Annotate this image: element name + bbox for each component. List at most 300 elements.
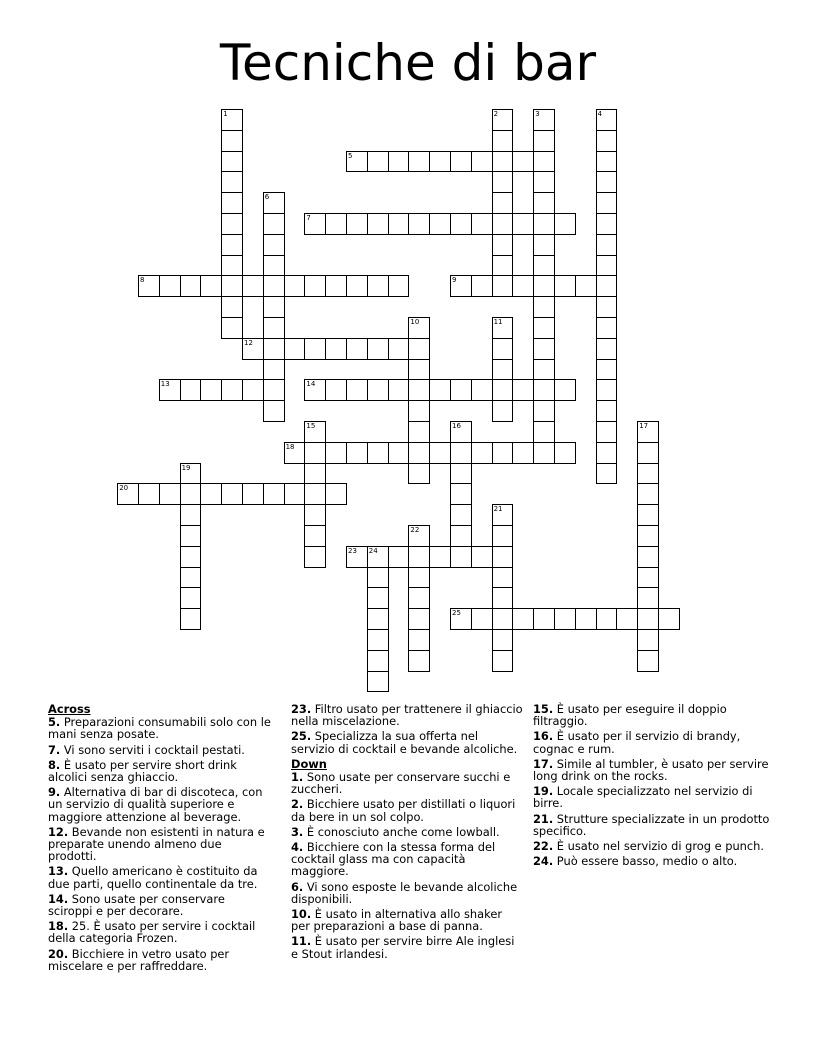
clue-number: 1 [223,110,228,118]
grid-cell[interactable] [180,379,202,401]
grid-cell[interactable] [492,255,514,277]
clue-number: 10 [410,318,420,326]
grid-cell[interactable] [533,359,555,381]
grid-cell[interactable] [450,275,472,297]
clue-number: 15. [533,702,554,716]
grid-cell[interactable] [450,463,472,485]
grid-cell[interactable] [325,483,347,505]
clues-column-1 [48,703,272,975]
across-clue [48,865,272,889]
grid-cell[interactable] [242,379,264,401]
grid-cell[interactable] [304,421,326,443]
grid-cell[interactable] [346,275,368,297]
grid-cell[interactable] [512,442,534,464]
grid-cell[interactable] [367,587,389,609]
grid-cell[interactable] [138,483,160,505]
grid-cell[interactable] [492,587,514,609]
grid-cell[interactable] [492,379,514,401]
clues-column-3 [533,703,773,870]
grid-cell[interactable] [596,338,618,360]
grid-cell[interactable] [367,567,389,589]
grid-cell[interactable] [492,359,514,381]
grid-cell[interactable] [596,109,618,131]
grid-cell[interactable] [159,483,181,505]
grid-cell[interactable] [492,504,514,526]
clue-text: Bevande non esistenti in natura e preparate unendo almeno due prodotti. [48,824,265,864]
grid-cell[interactable] [284,275,306,297]
grid-cell[interactable] [117,483,139,505]
grid-cell[interactable] [367,275,389,297]
clue-number: 22 [410,526,420,534]
across-clue [48,716,272,740]
grid-cell[interactable] [492,546,514,568]
down-clue [291,935,523,959]
grid-cell[interactable] [492,525,514,547]
grid-cell[interactable] [408,151,430,173]
grid-cell[interactable] [492,650,514,672]
clue-number: 17. [533,756,554,771]
grid-cell[interactable] [180,463,202,485]
grid-cell[interactable] [492,275,514,297]
grid-cell[interactable] [304,379,326,401]
grid-cell[interactable] [367,213,389,235]
clue-text: È usato per il servizio di brandy, cognac e rum. [533,729,741,756]
clue-number: 7 [306,214,311,222]
clue-text: Sono usate per conservare sciroppi e per decorare. [48,891,225,919]
clue-text: È usato per servire birre Ale inglesi e Stout irlandesi. [291,934,515,961]
grid-cell[interactable] [492,192,514,214]
grid-cell[interactable] [512,151,534,173]
grid-cell[interactable] [284,442,306,464]
across-clue [48,948,272,972]
grid-cell[interactable] [429,442,451,464]
grid-cell[interactable] [346,546,368,568]
grid-cell[interactable] [180,608,202,630]
down-clue [291,798,523,822]
clue-number: 24 [368,546,378,555]
grid-cell[interactable] [492,567,514,589]
clue-number: 17 [639,422,649,430]
grid-cell[interactable] [180,567,202,589]
clues-column-2 [291,703,523,963]
grid-cell[interactable] [221,192,243,214]
grid-cell[interactable] [408,421,430,443]
grid-cell[interactable] [325,338,347,360]
grid-cell[interactable] [388,546,410,568]
grid-cell[interactable] [263,192,285,214]
across-clue [48,786,272,823]
grid-cell[interactable] [284,338,306,360]
clue-text: Preparazioni consumabili solo con le mani senza posate. [48,715,271,742]
grid-cell[interactable] [221,483,243,505]
grid-cell[interactable] [221,130,243,152]
grid-cell[interactable] [304,483,326,505]
grid-cell[interactable] [200,483,222,505]
grid-cell[interactable] [221,296,243,318]
down-clue [291,881,523,905]
grid-cell[interactable] [408,379,430,401]
grid-cell[interactable] [596,608,618,630]
clue-text: Specializza la sua offerta nel servizio di cocktail e bevande alcoliche. [291,729,518,756]
grid-cell[interactable] [408,359,430,381]
grid-cell[interactable] [512,608,534,630]
grid-cell[interactable] [533,421,555,443]
down-clue [533,758,773,782]
grid-cell[interactable] [304,463,326,485]
grid-cell[interactable] [429,151,451,173]
grid-cell[interactable] [596,442,618,464]
grid-cell[interactable] [575,608,597,630]
grid-cell[interactable] [408,463,430,485]
clue-text: 25. È usato per servire i cocktail della categoria Frozen. [48,919,256,946]
grid-cell[interactable] [408,338,430,360]
grid-cell[interactable] [554,442,576,464]
grid-cell[interactable] [533,234,555,256]
grid-cell[interactable] [492,234,514,256]
grid-cell[interactable] [242,338,264,360]
clue-number: 13. [48,864,69,879]
grid-cell[interactable] [304,504,326,526]
clue-number: 1. [291,770,304,785]
grid-cell[interactable] [637,421,659,443]
grid-cell[interactable] [304,275,326,297]
grid-cell[interactable] [263,234,285,256]
grid-cell[interactable] [637,504,659,526]
grid-cell[interactable] [471,213,493,235]
grid-cell[interactable] [533,608,555,630]
grid-cell[interactable] [304,525,326,547]
grid-cell[interactable] [533,171,555,193]
grid-cell[interactable] [388,338,410,360]
grid-cell[interactable] [304,338,326,360]
grid-cell[interactable] [180,525,202,547]
grid-cell[interactable] [367,650,389,672]
grid-cell[interactable] [304,546,326,568]
clue-text: È usato in alternativa allo shaker per preparazioni a base di panna. [291,907,503,934]
grid-cell[interactable] [367,546,389,568]
grid-cell[interactable] [304,213,326,235]
across-clue [291,703,523,727]
across-header: Across [48,702,91,716]
clue-number: 9. [48,785,61,800]
grid-cell[interactable] [284,483,306,505]
grid-cell[interactable] [596,151,618,173]
grid-cell[interactable] [533,213,555,235]
grid-cell[interactable] [492,338,514,360]
grid-cell[interactable] [263,255,285,277]
grid-cell[interactable] [658,608,680,630]
grid-cell[interactable] [596,171,618,193]
grid-cell[interactable] [263,338,285,360]
grid-cell[interactable] [221,151,243,173]
grid-cell[interactable] [637,567,659,589]
clue-number: 20. [48,946,69,961]
clue-number: 12. [48,824,69,839]
across-clue [48,893,272,917]
grid-cell[interactable] [304,442,326,464]
grid-cell[interactable] [367,608,389,630]
grid-cell[interactable] [596,317,618,339]
grid-cell[interactable] [554,275,576,297]
grid-cell[interactable] [450,421,472,443]
grid-cell[interactable] [492,213,514,235]
clue-number: 18 [285,442,295,451]
grid-cell[interactable] [408,629,430,651]
grid-cell[interactable] [408,525,430,547]
clue-number: 5 [348,151,353,160]
grid-cell[interactable] [388,213,410,235]
grid-cell[interactable] [325,379,347,401]
grid-cell[interactable] [408,317,430,339]
grid-cell[interactable] [429,379,451,401]
clue-number: 23 [348,546,357,555]
grid-cell[interactable] [450,213,472,235]
grid-cell[interactable] [450,546,472,568]
grid-cell[interactable] [533,255,555,277]
grid-cell[interactable] [554,379,576,401]
grid-cell[interactable] [180,504,202,526]
grid-cell[interactable] [221,171,243,193]
grid-cell[interactable] [263,359,285,381]
clue-number: 2. [291,797,304,812]
clue-number: 3 [535,110,540,118]
clue-text: Vi sono serviti i cocktail pestati. [60,742,245,757]
grid-cell[interactable] [346,379,368,401]
clue-text: Alternativa di bar di discoteca, con un servizio di qualità superiore e maggiore attenzione al beverage. [48,785,263,824]
grid-cell[interactable] [221,213,243,235]
grid-cell[interactable] [596,255,618,277]
grid-cell[interactable] [388,275,410,297]
grid-cell[interactable] [346,151,368,173]
grid-cell[interactable] [637,546,659,568]
grid-cell[interactable] [367,629,389,651]
grid-cell[interactable] [450,608,472,630]
clue-text: Bicchiere con la stessa forma del cocktail glass ma con capacità maggiore. [291,840,496,879]
grid-cell[interactable] [325,442,347,464]
grid-cell[interactable] [367,151,389,173]
grid-cell[interactable] [200,275,222,297]
clue-text: È usato nel servizio di grog e punch. [553,839,764,854]
grid-cell[interactable] [492,400,514,422]
grid-cell[interactable] [471,546,493,568]
clue-number: 19 [181,463,191,472]
grid-cell[interactable] [533,317,555,339]
grid-cell[interactable] [554,608,576,630]
grid-cell[interactable] [367,671,389,693]
grid-cell[interactable] [596,463,618,485]
clue-number: 12 [244,338,253,347]
grid-cell[interactable] [471,379,493,401]
clue-number: 2 [493,110,499,118]
grid-cell[interactable] [159,379,181,401]
grid-cell[interactable] [492,109,514,131]
grid-cell[interactable] [596,192,618,214]
grid-cell[interactable] [596,275,618,297]
clue-number: 24. [533,854,554,869]
grid-cell[interactable] [263,317,285,339]
down-clue [533,840,773,852]
grid-cell[interactable] [492,151,514,173]
grid-cell[interactable] [616,608,638,630]
grid-cell[interactable] [450,442,472,464]
clue-text: È usato per servire short drink alcolici senza ghiaccio. [48,757,237,785]
grid-cell[interactable] [471,275,493,297]
grid-cell[interactable] [200,379,222,401]
grid-cell[interactable] [221,255,243,277]
grid-cell[interactable] [637,483,659,505]
grid-cell[interactable] [221,317,243,339]
grid-cell[interactable] [533,338,555,360]
grid-cell[interactable] [346,338,368,360]
grid-cell[interactable] [263,379,285,401]
grid-cell[interactable] [221,379,243,401]
clue-text: Filtro usato per trattenere il ghiaccio nella miscelazione. [291,702,523,729]
grid-cell[interactable] [596,359,618,381]
grid-cell[interactable] [180,546,202,568]
grid-cell[interactable] [325,275,347,297]
grid-cell[interactable] [596,213,618,235]
grid-cell[interactable] [408,587,430,609]
grid-cell[interactable] [471,151,493,173]
grid-cell[interactable] [492,317,514,339]
grid-cell[interactable] [138,275,160,297]
clue-number: 3. [291,824,304,839]
grid-cell[interactable] [596,296,618,318]
grid-cell[interactable] [408,650,430,672]
clue-number: 4 [597,110,603,118]
grid-cell[interactable] [429,213,451,235]
grid-cell[interactable] [408,213,430,235]
grid-cell[interactable] [450,525,472,547]
grid-cell[interactable] [263,275,285,297]
down-clue [533,855,773,867]
grid-cell[interactable] [180,483,202,505]
grid-cell[interactable] [492,130,514,152]
grid-cell[interactable] [492,608,514,630]
grid-cell[interactable] [263,213,285,235]
grid-cell[interactable] [533,192,555,214]
clue-number: 16. [533,729,554,744]
grid-cell[interactable] [637,442,659,464]
grid-cell[interactable] [471,608,493,630]
grid-cell[interactable] [533,109,555,131]
grid-cell[interactable] [263,296,285,318]
clue-number: 18. [48,919,69,934]
clue-number: 19. [533,784,554,799]
grid-cell[interactable] [512,213,534,235]
clue-number: 10. [291,907,312,922]
grid-cell[interactable] [367,379,389,401]
across-clue [48,826,272,863]
grid-cell[interactable] [180,587,202,609]
clue-number: 23. [291,702,312,716]
grid-cell[interactable] [408,608,430,630]
grid-cell[interactable] [221,109,243,131]
grid-cell[interactable] [471,442,493,464]
clue-text: Bicchiere usato per distillati o liquori da bere in un sol colpo. [291,797,516,824]
grid-cell[interactable] [596,130,618,152]
clue-number: 8. [48,757,61,772]
grid-cell[interactable] [596,400,618,422]
grid-cell[interactable] [533,130,555,152]
grid-cell[interactable] [346,442,368,464]
grid-cell[interactable] [492,171,514,193]
clue-number: 25. [291,729,312,744]
grid-cell[interactable] [637,587,659,609]
grid-cell[interactable] [533,151,555,173]
grid-cell[interactable] [263,483,285,505]
grid-cell[interactable] [554,213,576,235]
grid-cell[interactable] [263,400,285,422]
grid-cell[interactable] [388,151,410,173]
grid-cell[interactable] [492,442,514,464]
down-header: Down [291,756,327,771]
grid-cell[interactable] [533,379,555,401]
grid-cell[interactable] [637,650,659,672]
grid-cell[interactable] [388,379,410,401]
grid-cell[interactable] [408,567,430,589]
grid-cell[interactable] [492,629,514,651]
grid-cell[interactable] [533,442,555,464]
grid-cell[interactable] [450,379,472,401]
clue-text: È conosciuto anche come lowball. [303,824,500,839]
down-clue [291,826,523,838]
grid-cell[interactable] [533,296,555,318]
grid-cell[interactable] [596,421,618,443]
grid-cell[interactable] [346,213,368,235]
grid-cell[interactable] [242,275,264,297]
grid-cell[interactable] [221,275,243,297]
grid-cell[interactable] [512,379,534,401]
grid-cell[interactable] [450,483,472,505]
grid-cell[interactable] [637,463,659,485]
grid-cell[interactable] [388,442,410,464]
grid-cell[interactable] [637,608,659,630]
clue-number: 25 [452,609,461,618]
grid-cell[interactable] [221,234,243,256]
clue-number: 14 [306,380,316,389]
grid-cell[interactable] [159,275,181,297]
grid-cell[interactable] [533,400,555,422]
clue-text: Sono usate per conservare succhi e zuccheri. [291,770,511,797]
grid-cell[interactable] [429,546,451,568]
grid-cell[interactable] [637,629,659,651]
grid-cell[interactable] [242,483,264,505]
grid-cell[interactable] [367,338,389,360]
clue-number: 7. [48,742,61,757]
grid-cell[interactable] [512,275,534,297]
grid-cell[interactable] [408,546,430,568]
grid-cell[interactable] [408,442,430,464]
clue-number: 13 [160,380,170,389]
clue-text: È usato per eseguire il doppio filtraggio. [533,702,727,729]
grid-cell[interactable] [596,234,618,256]
grid-cell[interactable] [180,275,202,297]
grid-cell[interactable] [533,275,555,297]
grid-cell[interactable] [596,379,618,401]
grid-cell[interactable] [637,525,659,547]
grid-cell[interactable] [325,213,347,235]
grid-cell[interactable] [367,442,389,464]
grid-cell[interactable] [575,275,597,297]
across-clue [291,730,523,754]
grid-cell[interactable] [450,504,472,526]
grid-cell[interactable] [450,151,472,173]
clue-text: Quello americano è costituito da due parti, quello continentale da tre. [48,864,258,891]
clue-number: 14. [48,891,69,906]
grid-cell[interactable] [408,400,430,422]
clue-text: Locale specializzato nel servizio di birre. [533,784,753,811]
